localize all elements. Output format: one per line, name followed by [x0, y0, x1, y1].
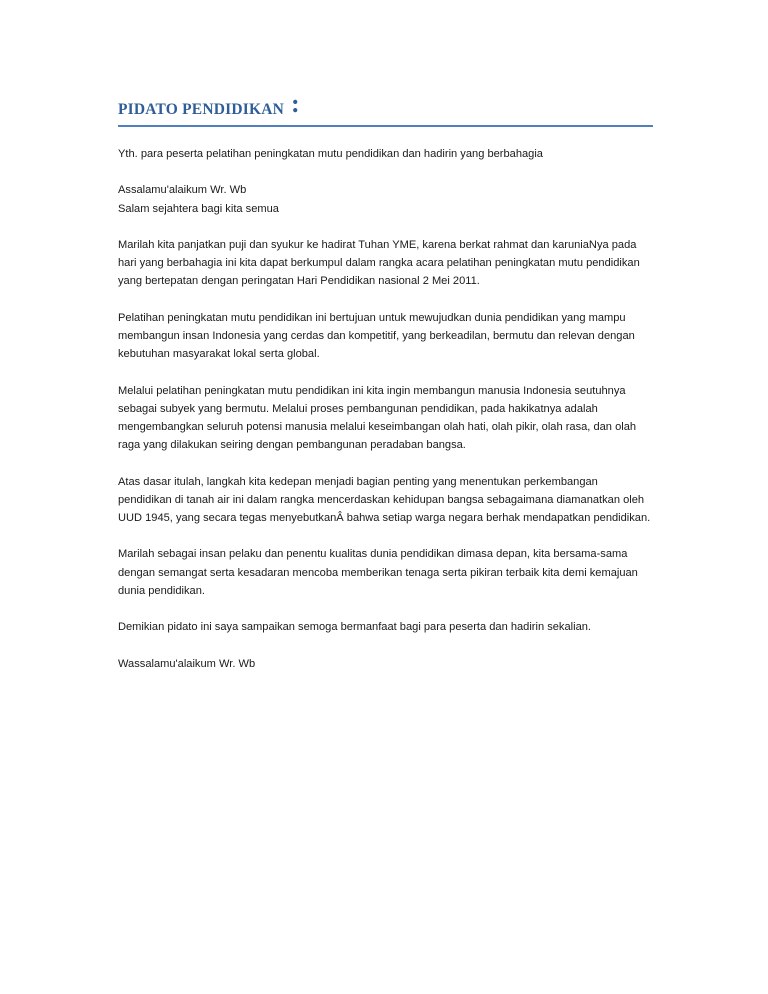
title-row — [118, 89, 653, 120]
body-paragraph-2: Pelatihan peningkatan mutu pendidikan ini bertujuan untuk mewujudkan dunia pendidikan yang mampu membangun insan Indonesia yang cerdas dan kompetitif, yang berkeadilan, bermutu dan relevan dengan kebutuhan masyarakat lokal serta global. — [118, 311, 635, 361]
title-colon: : — [291, 89, 300, 118]
body-paragraph-3: Melalui pelatihan peningkatan mutu pendidikan ini kita ingin membangun manusia Indonesia seutuhnya sebagai subyek yang bermutu. Melalui proses pembangunan pendidikan, pada hakikatnya adalah mengembangkan seluruh potensi manusia melalui keseimbangan olah hati, olah pikir, olah rasa, dan olah raga yang dilakukan seiring dengan pembangunan peradaban bangsa. — [118, 384, 637, 452]
title-underline — [118, 125, 653, 127]
greeting-paragraph: Yth. para peserta pelatihan peningkatan mutu pendidikan dan hadirin yang berbahagia — [118, 148, 543, 160]
body-paragraph-1: Marilah kita panjatkan puji dan syukur ke hadirat Tuhan YME, karena berkat rahmat dan karuniaNya pada hari yang berbahagia ini kita dapat berkumpul dalam rangka acara pelatihan peningkatan mutu pendidikan yang bertepatan dengan peringatan Hari Pendidikan nasional 2 Mei 2011. — [118, 238, 640, 288]
document-title: PIDATO PENDIDIKAN — [118, 101, 285, 118]
closing-paragraph: Demikian pidato ini saya sampaikan semoga bermanfaat bagi para peserta dan hadirin sekalian. — [118, 621, 591, 634]
salutation-paragraph: Assalamu'alaikum Wr. Wb Salam sejahtera bagi kita semua — [118, 184, 279, 215]
farewell-paragraph: Wassalamu'alaikum Wr. Wb — [118, 657, 256, 670]
document-content — [118, 89, 653, 691]
body-paragraph-5: Marilah sebagai insan pelaku dan penentu kualitas dunia pendidikan dimasa depan, kita bersama-sama dengan semangat serta kesadaran mencoba memberikan tenaga serta pikiran terbaik kita demi kemajuan dunia pendidikan. — [118, 548, 638, 597]
document-body — [118, 145, 653, 673]
body-paragraph-4: Atas dasar itulah, langkah kita kedepan menjadi bagian penting yang menentukan perkembangan pendidikan di tanah air ini dalam rangka mencerdaskan kehidupan bangsa sebagaimana diamanatkan oleh UUD 1945, yang secara tegas menyebutkanÂ bahwa setiap warga negara berhak mendapatkan pendidikan. — [118, 475, 651, 524]
